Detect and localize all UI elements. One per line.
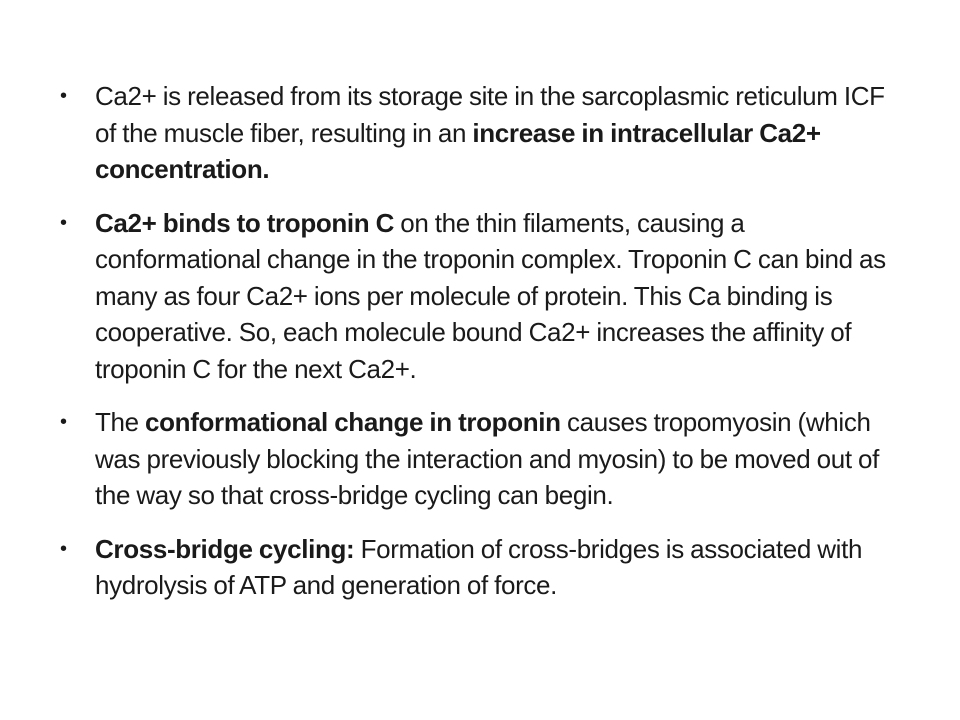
bullet-text [95,407,879,510]
bullet-text [95,81,885,184]
bullet-item [60,78,900,188]
bullet-segment: on the thin filaments, causing a conformational change in the troponin complex. Troponin C can bind as many as four Ca2+ ions per molecule of protein. This Ca binding is cooperative. So, each molecule bound Ca2+ increases the affinity of troponin C for the next Ca2+. [95,207,886,384]
bullet-item [60,205,900,388]
bullet-list [60,78,900,604]
bullet-segment: causes tropomyosin (which was previously blocking the interaction and myosin) to be moved out of the way so that cross-bridge cycling can begin. [95,407,880,510]
bullet-marker: • [60,211,67,234]
bullet-marker: • [60,537,67,560]
bullet-segment-bold: conformational change in troponin [145,407,561,437]
bullet-segment-bold: increase in intracellular Ca2+ concentration. [95,117,821,184]
bullet-marker: • [60,85,67,107]
bullet-item [60,531,900,604]
bullet-segment-bold: Cross-bridge cycling: [95,533,355,564]
bullet-item [60,404,900,514]
bullet-marker: • [60,411,67,433]
bullet-segment-bold: Ca2+ binds to troponin C [95,207,395,238]
bullet-text [95,208,886,384]
bullet-segment: Formation of cross-bridges is associated with hydrolysis of ATP and generation of force. [95,533,863,600]
bullet-segment: The [95,407,146,437]
bullet-text [95,534,862,601]
bullet-segment: Ca2+ is released from its storage site in the sarcoplasmic reticulum ICF of the muscle fiber, resulting in an [95,81,885,148]
